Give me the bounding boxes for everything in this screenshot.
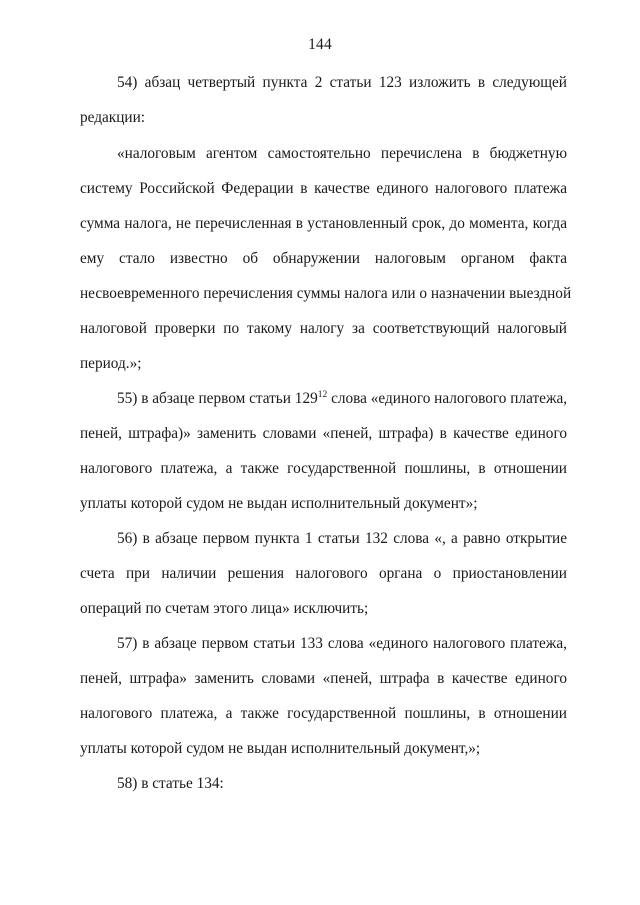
paragraph-57-line-1: 57) в абзаце первом статьи 133 слова «единого налогового платежа, <box>117 635 567 652</box>
paragraph-55-line-1 <box>117 390 567 408</box>
paragraph-54-line-1: 54) абзац четвертый пункта 2 статьи 123 изложить в следующей <box>117 74 567 91</box>
paragraph-55-text-after: слова «единого налогового платежа, <box>327 390 568 407</box>
page-number: 144 <box>308 36 332 53</box>
superscript-12: 12 <box>317 390 328 400</box>
quote-line-6: налоговой проверки по такому налогу за соответствующий налоговый <box>80 320 567 337</box>
paragraph-56-line-2: счета при наличии решения налогового органа о приостановлении <box>80 565 567 582</box>
paragraph-55-line-4: уплаты которой судом не выдан исполнительный документ»; <box>80 495 478 512</box>
quote-line-2: систему Российской Федерации в качестве единого налогового платежа <box>80 180 567 197</box>
quote-line-7: период.»; <box>80 355 142 372</box>
paragraph-57-line-3: налогового платежа, а также государственной пошлины, в отношении <box>80 705 567 722</box>
quote-line-1: «налоговым агентом самостоятельно перечислена в бюджетную <box>117 145 567 162</box>
quote-line-5: несвоевременного перечисления суммы налога или о назначении выездной <box>80 285 572 302</box>
paragraph-55-line-3: налогового платежа, а также государственной пошлины, в отношении <box>80 460 567 477</box>
paragraph-55-text-before: 55) в абзаце первом статьи 129 <box>117 390 318 407</box>
paragraph-58-line-1: 58) в статье 134: <box>117 775 224 792</box>
paragraph-57-line-4: уплаты которой судом не выдан исполнительный документ,»; <box>80 740 481 757</box>
paragraph-56-line-1: 56) в абзаце первом пункта 1 статьи 132 слова «, а равно открытие <box>117 530 567 547</box>
quote-line-3: сумма налога, не перечисленная в установленный срок, до момента, когда <box>80 215 567 232</box>
paragraph-57-line-2: пеней, штрафа» заменить словами «пеней, штрафа в качестве единого <box>80 670 567 687</box>
paragraph-55-line-2: пеней, штрафа)» заменить словами «пеней, штрафа) в качестве единого <box>80 425 567 442</box>
paragraph-54-line-2: редакции: <box>80 109 146 126</box>
paragraph-56-line-3: операций по счетам этого лица» исключить; <box>80 600 369 617</box>
quote-line-4: ему стало известно об обнаружении налоговым органом факта <box>80 250 567 267</box>
